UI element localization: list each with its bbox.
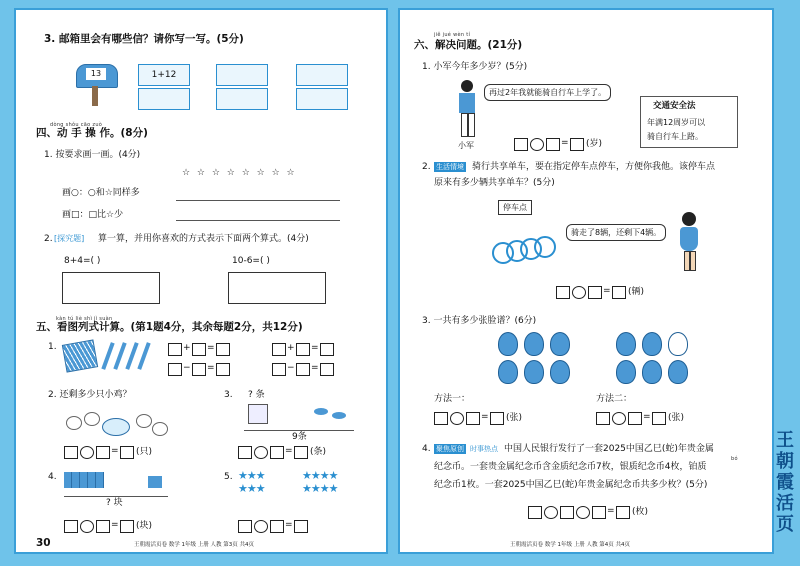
envelope-2 (138, 88, 190, 110)
fish-illustration (244, 402, 354, 424)
bikes-illustration (492, 226, 558, 266)
q4-1-a: 画○：○和☆同样多 (62, 188, 140, 198)
q5-4-num: 4. (48, 472, 57, 482)
q6-4-line-2: 纪念币。一套贵金属纪念币含金质纪念币7枚，银质纪念币4枚，铂质 (434, 462, 707, 472)
expr-a: 8+4=( ) (64, 256, 101, 266)
masks-group-1 (498, 332, 578, 386)
q6-3-unit-1: (张) (506, 413, 523, 423)
page-number: 30 (36, 537, 51, 549)
answer-box[interactable] (270, 446, 284, 459)
answer-box[interactable] (216, 363, 230, 376)
q5-3-top: ? 条 (248, 390, 265, 400)
drawing-area-a[interactable] (62, 272, 160, 304)
q5-4-label: ? 块 (106, 498, 123, 508)
q6-4-unit: (枚) (632, 507, 649, 517)
answer-box[interactable] (96, 520, 110, 533)
mailbox-number: 13 (86, 68, 106, 80)
stars-illustration: ★★★ ★★★ ★★★★ ★★★★ (238, 469, 338, 495)
answer-box[interactable] (296, 363, 310, 376)
brace-line (64, 496, 168, 497)
op-equals: = (207, 363, 215, 373)
drawing-area-b[interactable] (228, 272, 326, 304)
sec4-pinyin: dòng shǒu cāo zuò (50, 122, 103, 128)
op-equals: = (561, 138, 569, 148)
q6-3: 3. 一共有多少张脸谱？(6分) (422, 316, 537, 326)
op-equals: = (607, 506, 615, 516)
operator-circle[interactable] (80, 446, 94, 459)
q6-3-unit-2: (张) (668, 413, 685, 423)
envelope-1 (138, 64, 190, 86)
op-equals: = (481, 412, 489, 422)
q4-2: 算一算，并用你喜欢的方式表示下面两个算式。(4分) (98, 234, 309, 244)
q6-2-unit: (辆) (628, 287, 645, 297)
op-equals: = (285, 446, 293, 456)
boy-illustration (456, 80, 478, 138)
sign-title: 交通安全法 (653, 101, 696, 111)
answer-box[interactable] (64, 446, 78, 459)
envelope-5 (296, 64, 348, 86)
envelope-4 (216, 88, 268, 110)
answer-box[interactable] (294, 520, 308, 533)
q5-1-num: 1. (48, 342, 57, 352)
answer-line-a[interactable] (176, 200, 340, 201)
op-equals: = (603, 286, 611, 296)
answer-box[interactable] (120, 446, 134, 459)
answer-box[interactable] (592, 506, 606, 519)
op-minus: − (287, 363, 295, 373)
chicks-illustration (66, 408, 166, 438)
answer-box[interactable] (628, 412, 642, 425)
left-page (14, 8, 388, 554)
method-1: 方法一： (434, 394, 471, 404)
answer-box[interactable] (560, 506, 574, 519)
q6-4-line-3: 纪念币1枚。一套2025中国乙巳(蛇)年贵金属纪念币共多少枚？(5分) (434, 480, 708, 490)
q5-5-num: 5. (224, 472, 233, 482)
q3-title: 3. 邮箱里会有哪些信？请你写一写。(5分) (44, 33, 244, 45)
q6-4-pinyin: bó (731, 456, 738, 462)
answer-box[interactable] (192, 363, 206, 376)
girl-illustration (678, 212, 700, 272)
q6-4-tag-2: 时事热点 (470, 445, 498, 453)
op-equals: = (285, 520, 293, 530)
answer-box[interactable] (556, 286, 570, 299)
sign-line-2: 骑自行车上路。 (647, 132, 703, 141)
q6-4-line-1: 中国人民银行发行了一套2025中国乙巳(蛇)年贵金属 (504, 444, 714, 454)
answer-box[interactable] (320, 343, 334, 356)
op-equals: = (111, 520, 119, 530)
answer-box[interactable] (272, 363, 286, 376)
q6-2-tag: 生活情境 (436, 163, 464, 171)
operator-circle[interactable] (530, 138, 544, 151)
q6-4-tag: 聚焦原创 (436, 445, 464, 453)
answer-box[interactable] (270, 520, 284, 533)
q5-2: 2. 还剩多少只小鸡？ (48, 390, 132, 400)
sec5-pinyin: kàn tú liè shì jì suàn (56, 316, 113, 322)
brand-logo: 王朝霞活页 (776, 430, 794, 535)
q6-4-num: 4. (422, 444, 431, 454)
operator-circle[interactable] (576, 506, 590, 519)
blocks-illustration (64, 470, 174, 492)
q4-1: 1. 按要求画一画。(4分) (44, 150, 141, 160)
right-page (398, 8, 774, 554)
operator-circle[interactable] (450, 412, 464, 425)
op-equals: = (643, 412, 651, 422)
answer-box[interactable] (434, 412, 448, 425)
op-plus: + (183, 343, 191, 353)
answer-box[interactable] (570, 138, 584, 151)
op-equals: = (111, 446, 119, 456)
operator-circle[interactable] (80, 520, 94, 533)
q4-2-num: 2. (44, 234, 53, 244)
answer-box[interactable] (320, 363, 334, 376)
expr-b: 10-6=( ) (232, 256, 270, 266)
sec6-pinyin: jiě jué wèn tí (434, 32, 471, 38)
answer-box[interactable] (168, 343, 182, 356)
answer-box[interactable] (528, 506, 542, 519)
answer-box[interactable] (546, 138, 560, 151)
envelope-3 (216, 64, 268, 86)
envelope-expression: 1+12 (151, 70, 177, 80)
answer-box[interactable] (596, 412, 610, 425)
op-minus: − (183, 363, 191, 373)
answer-box[interactable] (120, 520, 134, 533)
answer-box[interactable] (296, 343, 310, 356)
q5-3-num: 3. (224, 390, 233, 400)
section-5-title: 五、看图列式计算。(第1题4分，其余每题2分，共12分) (36, 321, 303, 333)
q6-1-bubble: 再过2年我就能骑自行车上学了。 (484, 84, 611, 101)
q4-2-tag: [探究题] (54, 234, 85, 243)
operator-circle[interactable] (254, 520, 268, 533)
operator-circle[interactable] (544, 506, 558, 519)
q6-2-line-1: 骑行共享单车，要在指定停车点停车，方便你我他。该停车点 (472, 162, 716, 172)
brace-line (244, 430, 354, 431)
sticks-illustration (64, 340, 154, 372)
right-footer: 王朝霞活页卷 数学 1年级 上册 人教 第4页 共4页 (510, 542, 630, 548)
q5-3-bottom: 9条 (292, 432, 307, 442)
answer-box[interactable] (588, 286, 602, 299)
answer-box[interactable] (616, 506, 630, 519)
q5-2-unit: (只) (136, 447, 153, 457)
operator-circle[interactable] (572, 286, 586, 299)
answer-line-b[interactable] (176, 220, 340, 221)
answer-box[interactable] (238, 520, 252, 533)
traffic-law-sign (640, 96, 738, 148)
answer-box[interactable] (96, 446, 110, 459)
answer-box[interactable] (294, 446, 308, 459)
q5-4-unit: (块) (136, 521, 153, 531)
q6-1-name: 小军 (458, 141, 474, 150)
operator-circle[interactable] (254, 446, 268, 459)
sign-line-1: 年满12周岁可以 (647, 118, 706, 127)
parking-sign: 停车点 (498, 200, 532, 215)
q6-1-unit: (岁) (586, 139, 603, 149)
op-equals: = (311, 363, 319, 373)
answer-box[interactable] (168, 363, 182, 376)
masks-group-2 (616, 332, 696, 386)
q4-1-b: 画□：□比☆少 (62, 210, 124, 220)
left-footer: 王朝霞活页卷 数学 1年级 上册 人教 第3页 共4页 (134, 542, 254, 548)
answer-box[interactable] (612, 286, 626, 299)
q6-2-line-2: 原来有多少辆共享单车？(5分) (434, 178, 555, 188)
envelope-6 (296, 88, 348, 110)
op-equals: = (311, 343, 319, 353)
q5-3-unit: (条) (310, 447, 327, 457)
answer-box[interactable] (490, 412, 504, 425)
operator-circle[interactable] (612, 412, 626, 425)
op-equals: = (207, 343, 215, 353)
answer-box[interactable] (238, 446, 252, 459)
method-2: 方法二： (596, 394, 633, 404)
answer-box[interactable] (652, 412, 666, 425)
answer-box[interactable] (514, 138, 528, 151)
section-4-title: 四、动 手 操 作。(8分) (36, 127, 148, 139)
section-6-title: 六、解决问题。(21分) (414, 39, 523, 51)
answer-box[interactable] (192, 343, 206, 356)
op-plus: + (287, 343, 295, 353)
q6-2-num: 2. (422, 162, 431, 172)
q6-1: 1. 小军今年多少岁？(5分) (422, 62, 528, 72)
answer-box[interactable] (272, 343, 286, 356)
answer-box[interactable] (64, 520, 78, 533)
mailbox-illustration (72, 62, 120, 106)
answer-box[interactable] (466, 412, 480, 425)
answer-box[interactable] (216, 343, 230, 356)
stars-row: ☆ ☆ ☆ ☆ ☆ ☆ ☆ ☆ (182, 168, 297, 178)
q6-2-bubble: 骑走了8辆，还剩下4辆。 (566, 224, 666, 241)
